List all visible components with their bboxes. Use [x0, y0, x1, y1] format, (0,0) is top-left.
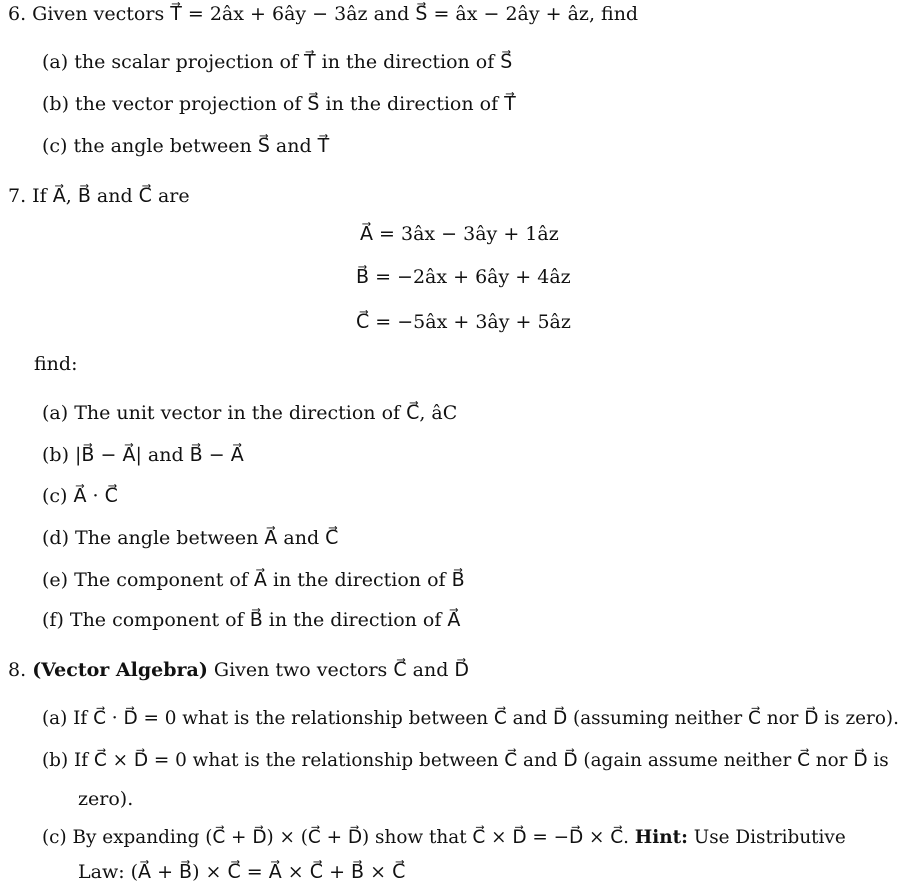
problem-7b: (b) |B⃗ − A⃗| and B⃗ − A⃗: [42, 444, 244, 466]
problem-8c-line2: Law: (A⃗ + B⃗) × C⃗ = A⃗ × C⃗ + B⃗ × C⃗: [78, 861, 406, 883]
equation-a: A⃗ = 3âx − 3ây + 1âz: [360, 223, 559, 245]
problem-8c-line1: [42, 826, 846, 850]
equation-b: B⃗ = −2âx + 6ây + 4âz: [356, 266, 571, 288]
problem-6a: (a) the scalar projection of T⃗ in the direction of S⃗: [42, 51, 513, 73]
equation-c: C⃗ = −5âx + 3ây + 5âz: [356, 311, 571, 333]
problem-7-intro: 7. If A⃗, B⃗ and C⃗ are: [8, 185, 190, 207]
problem-6b: (b) the vector projection of S⃗ in the direction of T⃗: [42, 93, 516, 115]
hint-text: Use Distributive: [693, 827, 846, 848]
hint-label: Hint:: [634, 827, 688, 848]
problem-8b-line2: zero).: [78, 788, 134, 810]
problem-6-intro: 6. Given vectors T⃗ = 2âx + 6ây − 3âz and S⃗ = âx − 2ây + âz, find: [8, 3, 639, 25]
problem-8-intro: [8, 658, 469, 682]
problem-7-find: find:: [34, 353, 78, 375]
problem-8-number: 8.: [8, 659, 27, 681]
problem-7f: (f) The component of B⃗ in the direction of A⃗: [42, 609, 461, 631]
problem-6c: (c) the angle between S⃗ and T⃗: [42, 135, 330, 157]
problem-8-intro-text: Given two vectors C⃗ and D⃗: [213, 659, 470, 681]
problem-8a: (a) If C⃗ · D⃗ = 0 what is the relationship between C⃗ and D⃗ (assuming neither C⃗ nor D⃗ is zero).: [42, 708, 899, 729]
problem-8c-text: (c) By expanding (C⃗ + D⃗) × (C⃗ + D⃗) show that C⃗ × D⃗ = −D⃗ × C⃗.: [42, 827, 629, 848]
problem-7a: (a) The unit vector in the direction of C⃗, âC: [42, 402, 458, 424]
problem-8-topic: (Vector Algebra): [32, 659, 208, 681]
problem-7e: (e) The component of A⃗ in the direction of B⃗: [42, 569, 465, 591]
problem-8b-line1: (b) If C⃗ × D⃗ = 0 what is the relationship between C⃗ and D⃗ (again assume neither C⃗ nor D⃗ is: [42, 750, 889, 771]
problem-7c: (c) A⃗ · C⃗: [42, 485, 118, 507]
problem-7d: (d) The angle between A⃗ and C⃗: [42, 527, 339, 549]
